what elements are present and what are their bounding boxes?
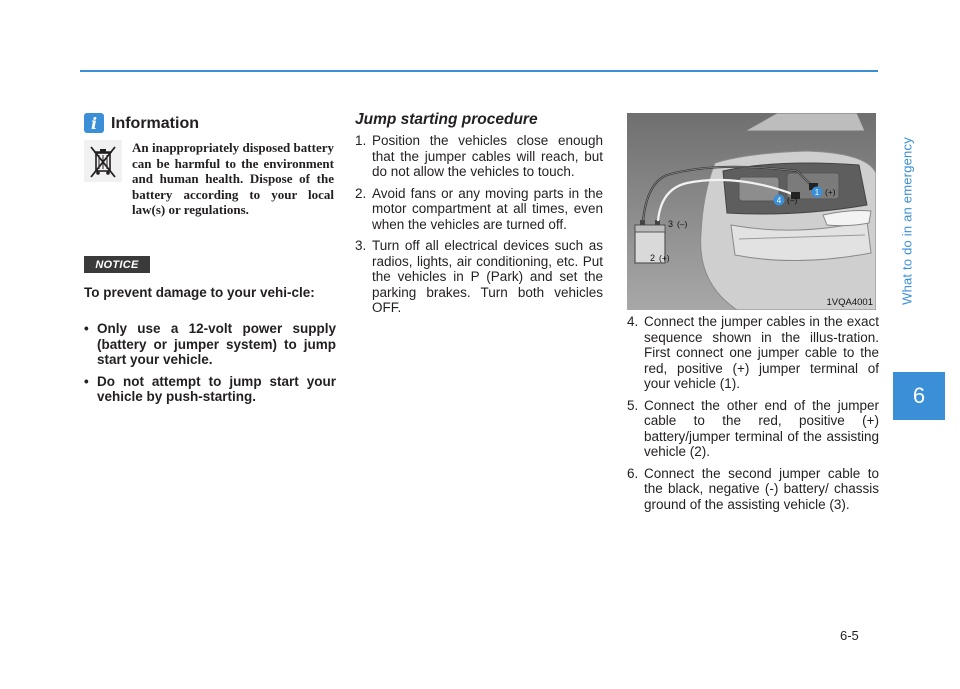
notice-list	[84, 321, 336, 411]
notice-item: • Do not attempt to jump start your vehicle by push-starting.	[84, 374, 336, 405]
info-title: Information	[111, 115, 199, 132]
crossed-out-bin-icon	[84, 140, 122, 182]
svg-text:(–): (–)	[787, 195, 798, 205]
step-item	[355, 238, 603, 316]
svg-text:2: 2	[650, 253, 656, 263]
step-number: 2.	[355, 185, 367, 201]
page-number: 6-5	[840, 628, 859, 643]
info-icon: i	[84, 113, 104, 133]
svg-text:4: 4	[776, 196, 782, 205]
step-text: Turn off all electrical devices such as radios, lights, air conditioning, etc. Put the vehicles in P (Park) and set the parking brakes. Turn both vehicles OFF.	[372, 238, 603, 315]
step-item	[355, 133, 603, 180]
jump-start-illustration	[627, 113, 876, 310]
step-number: 1.	[355, 133, 367, 148]
steps-list-left	[355, 133, 603, 322]
header-rule	[80, 70, 878, 72]
section-title: Jump starting procedure	[355, 111, 538, 128]
info-body: An inappropriately disposed battery can be harmful to the environment and human health. Dispose of the battery according to your local law(s) or regulations.	[132, 140, 334, 217]
notice-item: • Only use a 12-volt power supply (battery or jumper system) to jump start your vehicle.	[84, 321, 336, 368]
step-item	[355, 186, 603, 233]
svg-text:(+): (+)	[659, 253, 670, 263]
step-number: 5.	[627, 397, 639, 413]
step-text: Position the vehicles close enough that the jumper cables will reach, but do not allow the vehicles to touch.	[372, 133, 603, 179]
step-item	[627, 398, 879, 460]
step-text: Connect the second jumper cable to the black, negative (-) battery/ chassis ground of the assisting vehicle (3).	[644, 465, 879, 512]
notice-intro: To prevent damage to your vehi-cle:	[84, 285, 315, 300]
figure-code: 1VQA4001	[826, 297, 873, 308]
svg-text:(+): (+)	[825, 187, 836, 197]
chapter-tab[interactable]: 6	[893, 372, 945, 420]
svg-text:3: 3	[668, 219, 674, 229]
callout-2	[650, 253, 670, 263]
steps-list-right	[627, 314, 879, 518]
step-number: 4.	[627, 314, 639, 329]
step-text: Connect the jumper cables in the exact sequence shown in the illus-tration. First connect one jumper cable to the red, positive (+) jumper terminal of your vehicle (1).	[644, 314, 879, 391]
step-item	[627, 314, 879, 392]
callout-3	[668, 219, 688, 229]
svg-text:1: 1	[814, 188, 820, 197]
chapter-side-title: What to do in an emergency	[899, 137, 915, 305]
step-text: Avoid fans or any moving parts in the motor compartment at all times, even when the vehicles are turned off.	[372, 185, 603, 232]
step-item	[627, 466, 879, 513]
step-number: 3.	[355, 238, 367, 253]
step-text: Connect the other end of the jumper cable to the red, positive (+) battery/jumper terminal of the assisting vehicle (2).	[644, 397, 879, 459]
svg-text:(–): (–)	[677, 219, 688, 229]
engine-bay-drawing	[627, 113, 876, 310]
step-number: 6.	[627, 465, 639, 481]
notice-badge: NOTICE	[84, 256, 150, 273]
